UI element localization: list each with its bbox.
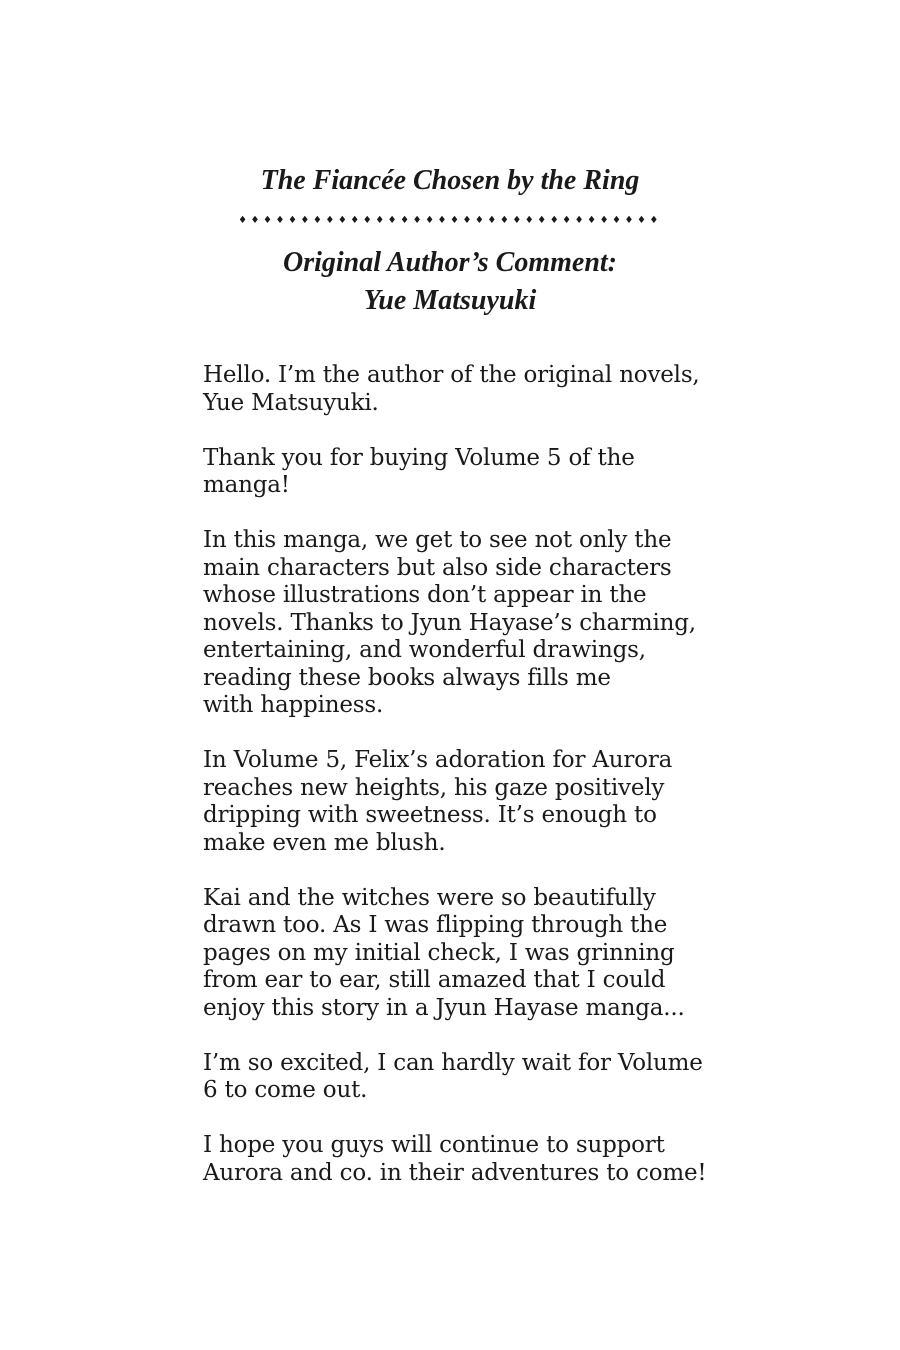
text-line: Yue Matsuyuki. [203,389,379,416]
text-line: dripping with sweetness. It’s enough to [203,802,657,828]
text-line: Kai and the witches were so beautifully [203,884,656,911]
diamond-divider: ♦♦♦♦♦♦♦♦♦♦♦♦♦♦♦♦♦♦♦♦♦♦♦♦♦♦♦♦♦♦♦♦♦♦ [238,215,662,226]
text-line: make even me blush. [203,829,446,856]
text-line: reaches new heights, his gaze positively [203,774,665,801]
text-line: entertaining, and wonderful drawings, [203,637,646,663]
text-line: Hello. I’m the author of the original novels, [203,362,700,388]
text-line: with happiness. [203,692,384,718]
paragraph [203,1050,763,1105]
text-line: In this manga, we get to see not only the [203,527,672,553]
text-line: I’m so excited, I can hardly wait for Volume [203,1049,703,1076]
text-line: whose illustrations don’t appear in the [203,582,647,608]
text-line: Thank you for buying Volume 5 of the [203,444,635,471]
text-line: main characters but also side characters [203,554,672,581]
comment-body [203,362,763,1215]
text-line: novels. Thanks to Jyun Hayase’s charming, [203,609,696,636]
text-line: from ear to ear, still amazed that I could [203,967,666,993]
text-line: In Volume 5, Felix’s adoration for Aurora [203,747,673,773]
text-line: enjoy this story in a Jyun Hayase manga... [203,994,685,1021]
paragraph [203,527,763,720]
book-title: The Fiancée Chosen by the Ring [260,165,640,196]
comment-title: Original Author’s Comment: [282,247,617,278]
paragraph [203,445,763,500]
text-line: Aurora and co. in their adventures to come! [203,1159,707,1186]
paragraph [203,362,763,417]
comment-author: Yue Matsuyuki [363,285,537,316]
text-line: pages on my initial check, I was grinning [203,939,675,966]
paragraph [203,747,763,857]
text-line: 6 to come out. [203,1077,368,1103]
text-line: drawn too. As I was flipping through the [203,912,668,938]
paragraph [203,1132,763,1187]
text-line: reading these books always fills me [203,664,611,691]
text-line: I hope you guys will continue to support [203,1132,665,1158]
paragraph [203,885,763,1023]
text-line: manga! [203,472,290,498]
